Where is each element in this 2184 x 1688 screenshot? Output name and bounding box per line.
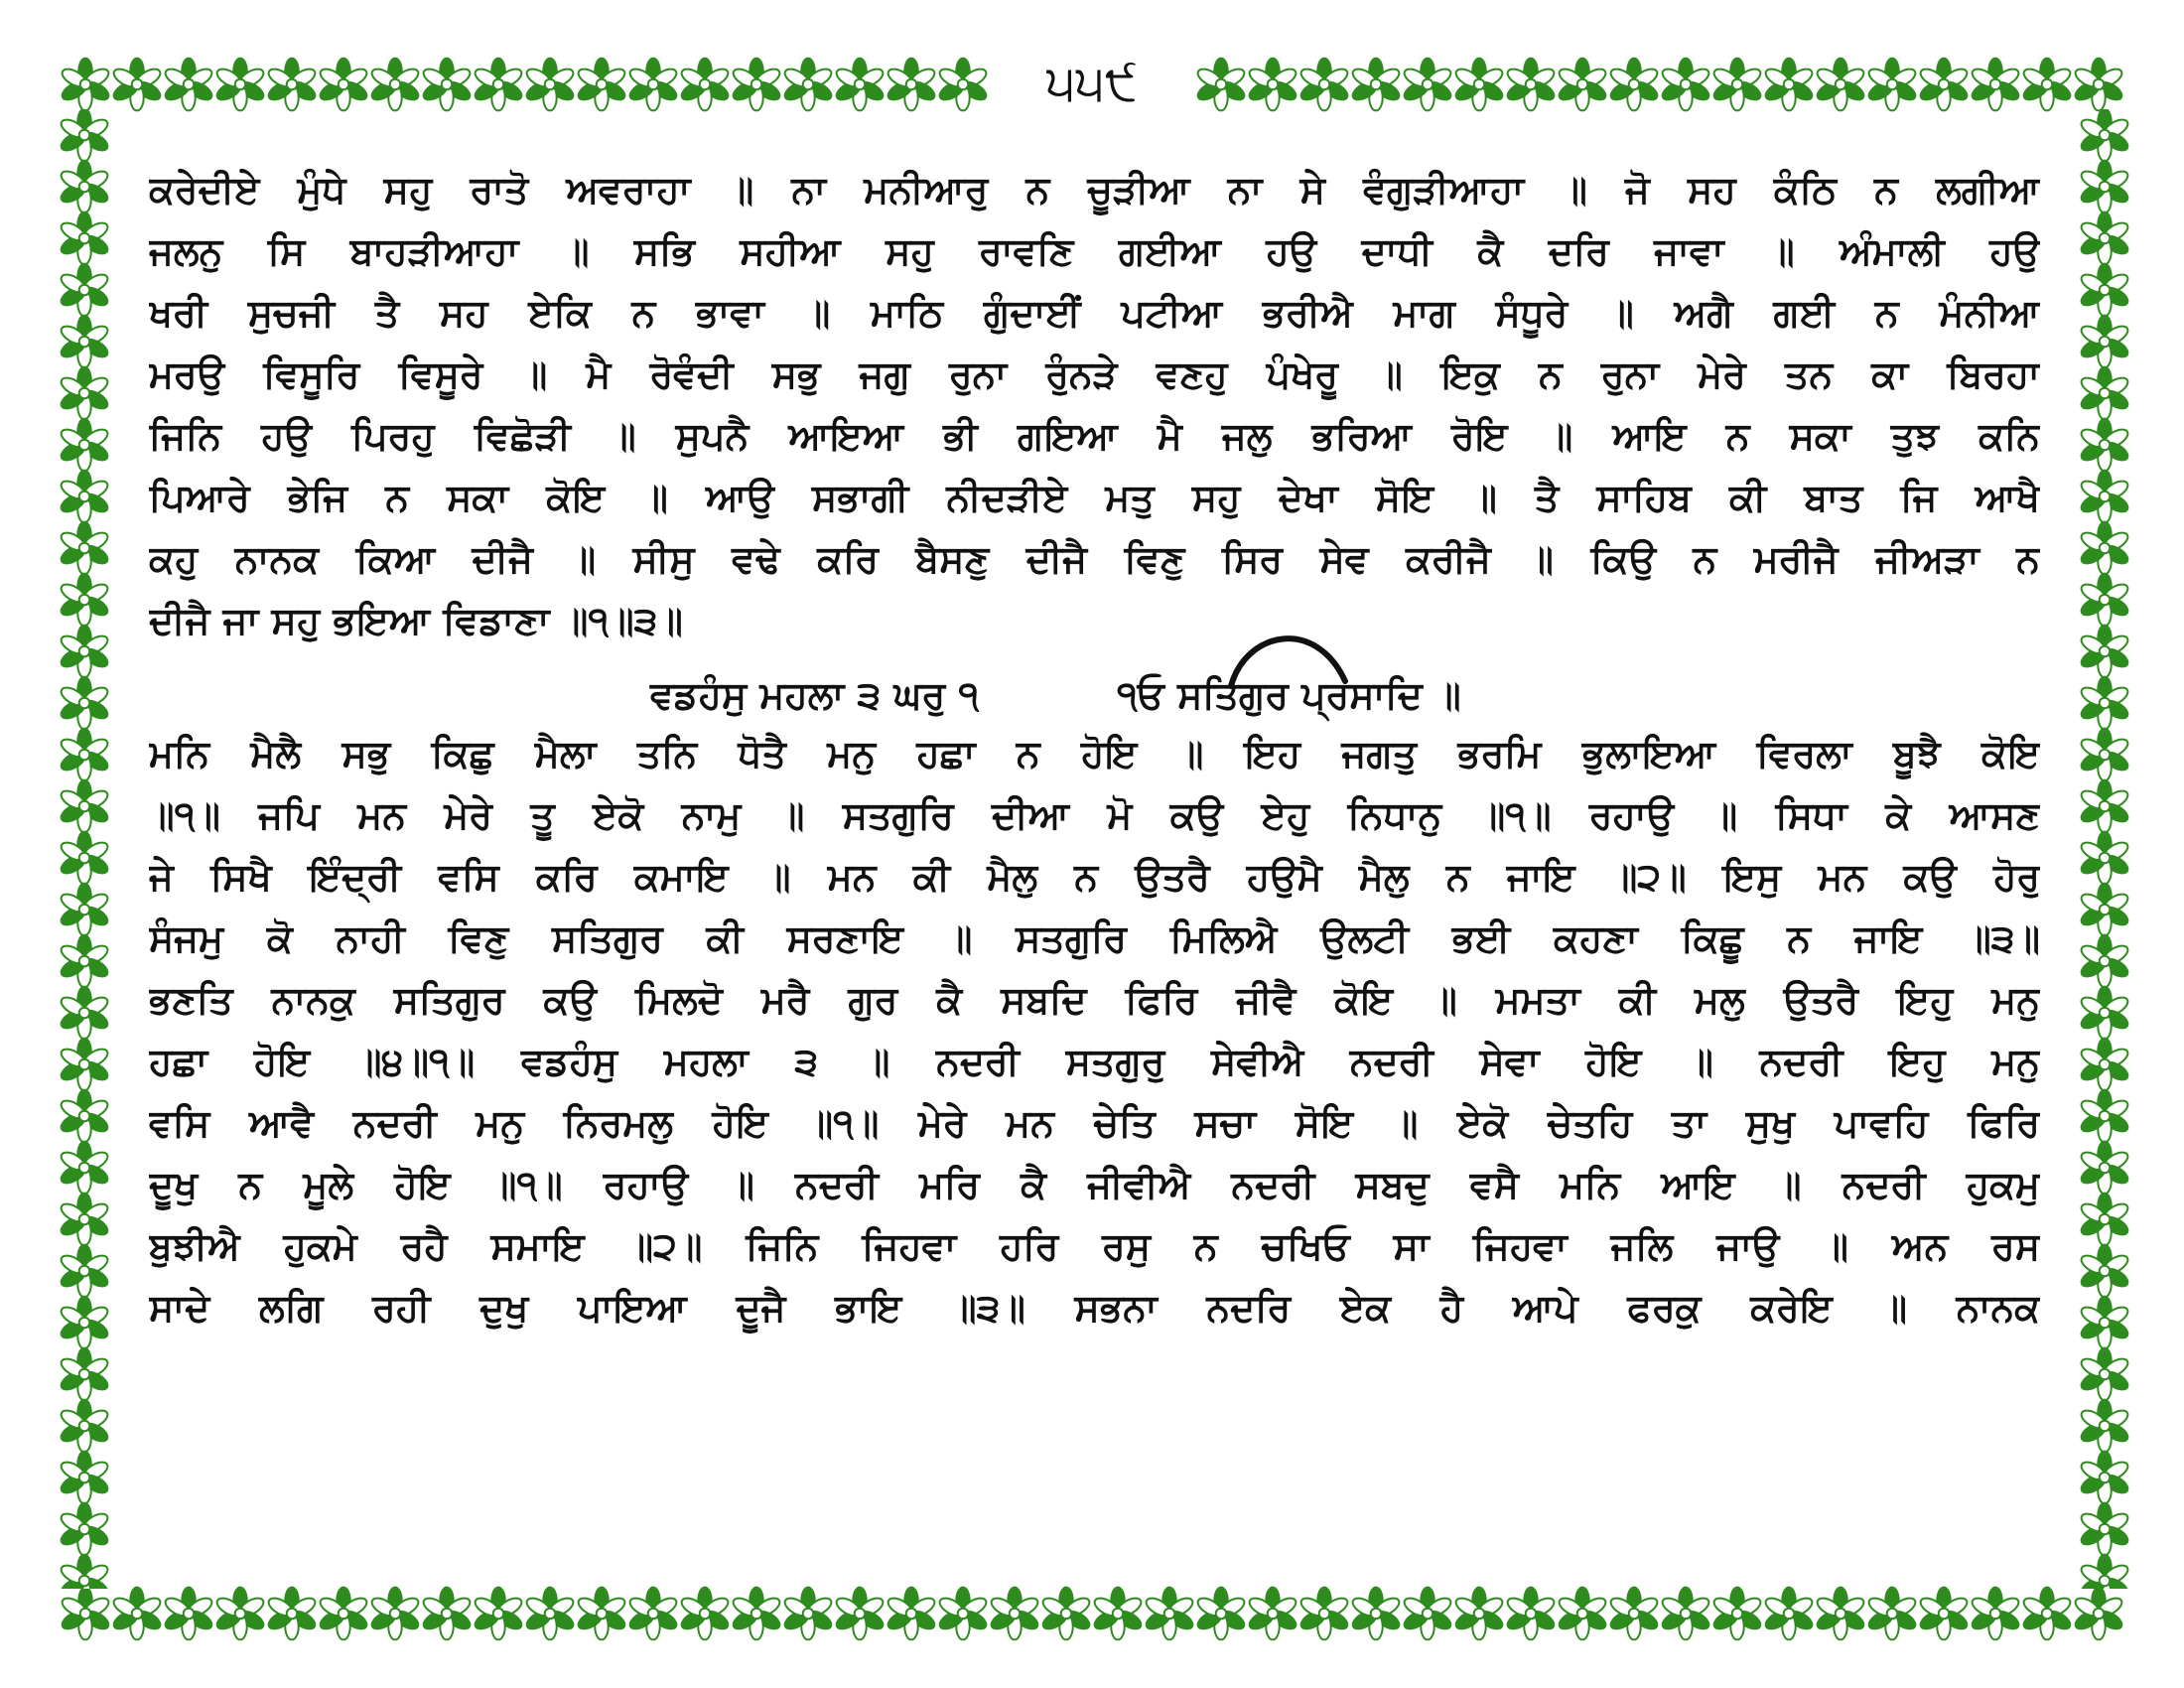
text-line: ਦੀਜੈ ਜਾ ਸਹੁ ਭਇਆ ਵਿਡਾਣਾ ॥੧॥੩॥ (149, 599, 683, 642)
bottom-border (60, 1584, 2124, 1643)
flower-icon (1298, 1588, 1350, 1640)
flower-icon (2079, 1348, 2130, 1401)
flower-icon (2079, 935, 2130, 988)
flower-icon (524, 1588, 576, 1640)
heading-raag: ਵਡਹੰਸੁ ਮਹਲਾ ੩ ਘਰੁ ੧ (650, 673, 980, 717)
flower-icon (627, 1588, 679, 1640)
flower-icon (2079, 1245, 2130, 1298)
flower-icon (2079, 109, 2130, 161)
flower-icon (1763, 59, 1815, 111)
flower-icon (2079, 1194, 2130, 1246)
flower-icon (1144, 1588, 1195, 1640)
flower-icon (1711, 59, 1763, 111)
flower-icon (1453, 59, 1505, 111)
flower-icon (59, 1452, 110, 1504)
flower-icon (2079, 987, 2130, 1040)
flower-icon (2079, 212, 2130, 265)
flower-icon (59, 626, 110, 678)
flower-icon (1092, 1588, 1144, 1640)
scripture-text (149, 159, 2040, 1338)
flower-icon (59, 109, 110, 161)
flower-icon (60, 1584, 2124, 1643)
flower-icon (782, 59, 834, 111)
flower-icon (2079, 1142, 2130, 1195)
flower-icon (59, 987, 110, 1040)
flower-icon (59, 935, 110, 988)
flower-icon (59, 1142, 110, 1195)
flower-icon (834, 1588, 886, 1640)
flower-icon (1970, 1588, 2021, 1640)
flower-icon (59, 1400, 110, 1453)
flower-icon (2079, 264, 2130, 317)
flower-icon (1195, 59, 1247, 111)
flower-icon (59, 522, 110, 575)
flower-icon (1040, 1588, 1092, 1640)
text-line: ਖਰੀ ਸੁਚਜੀ ਤੈ ਸਹ ਏਕਿ ਨ ਭਾਵਾ ॥ ਮਾਠਿ ਗੁੰਦਾਈਂ ਪਟੀਆ ਭਰੀਐ ਮਾਗ ਸੰਧੂਰੇ ॥ ਅਗੈ ਗਈ ਨ ਮੰਨੀਆ (149, 291, 2040, 335)
flower-icon (834, 59, 886, 111)
flower-icon (2079, 1503, 2130, 1556)
flower-icon (627, 59, 679, 111)
flower-icon (679, 1588, 731, 1640)
flower-icon (2079, 367, 2130, 420)
flower-icon (937, 1588, 989, 1640)
flower-icon (59, 1348, 110, 1401)
flower-icon (1505, 1588, 1557, 1640)
flower-icon (1402, 59, 1453, 111)
flower-icon (679, 59, 731, 111)
flower-icon (59, 1090, 110, 1143)
heading-invocation: ੧ਓ ਸਤਿਗੁਰ ਪ੍ਰਸਾਦਿ ॥ (1117, 673, 1461, 717)
flower-icon (59, 1245, 110, 1298)
text-line: ਮਨਿ ਮੈਲੈ ਸਭੁ ਕਿਛੁ ਮੈਲਾ ਤਨਿ ਧੋਤੈ ਮਨੁ ਹਛਾ ਨ ਹੋਇ ॥ ਇਹ ਜਗਤੁ ਭਰਮਿ ਭੁਲਾਇਆ ਵਿਰਲਾ ਬੂਝੈ ਕੋਇ (149, 732, 2040, 775)
flower-icon (266, 59, 318, 111)
flower-icon (1815, 59, 1866, 111)
flower-icon (1918, 59, 1970, 111)
flower-icon (59, 780, 110, 833)
flower-icon (2079, 471, 2130, 523)
flower-icon (1247, 1588, 1298, 1640)
text-line: ਭਣਤਿ ਨਾਨਕੁ ਸਤਿਗੁਰ ਕਉ ਮਿਲਦੋ ਮਰੈ ਗੁਰ ਕੈ ਸਬਦਿ ਫਿਰਿ ਜੀਵੈ ਕੋਇ ॥ ਮਮਤਾ ਕੀ ਮਲੁ ਉਤਰੈ ਇਹੁ ਮਨੁ (149, 978, 2040, 1022)
flower-icon (421, 59, 473, 111)
flower-icon (576, 59, 627, 111)
flower-icon (2021, 59, 2073, 111)
flower-icon (59, 161, 110, 213)
flower-icon (1350, 1588, 1402, 1640)
flower-icon (59, 264, 110, 317)
text-line: ਬੁਝੀਐ ਹੁਕਮੇ ਰਹੈ ਸਮਾਇ ॥੨॥ ਜਿਨਿ ਜਿਹਵਾ ਹਰਿ ਰਸੁ ਨ ਚਖਿਓ ਸਾ ਜਿਹਵਾ ਜਲਿ ਜਾਉ ॥ ਅਨ ਰਸ (149, 1224, 2040, 1268)
text-line: ਜਲਨੁ ਸਿ ਬਾਹੜੀਆਹਾ ॥ ਸਭਿ ਸਹੀਆ ਸਹੁ ਰਾਵਣਿ ਗਈਆ ਹਉ ਦਾਧੀ ਕੈ ਦਰਿ ਜਾਵਾ ॥ ਅੰਮਾਲੀ ਹਉ (149, 229, 2040, 273)
flower-icon (1247, 59, 1298, 111)
flower-icon (1402, 1588, 1453, 1640)
flower-icon (318, 59, 369, 111)
flower-icon (59, 677, 110, 730)
flower-icon (2079, 161, 2130, 213)
text-line: ਦੂਖੁ ਨ ਮੂਲੇ ਹੋਇ ॥੧॥ ਰਹਾਉ ॥ ਨਦਰੀ ਮਰਿ ਕੈ ਜੀਵੀਐ ਨਦਰੀ ਸਬਦੁ ਵਸੈ ਮਨਿ ਆਇ ॥ ਨਦਰੀ ਹੁਕਮੁ (149, 1163, 2040, 1206)
flower-icon (369, 59, 421, 111)
flower-icon (111, 1588, 163, 1640)
flower-icon (2079, 1555, 2130, 1589)
flower-icon (1608, 1588, 1660, 1640)
flower-icon (576, 1588, 627, 1640)
flower-icon (1970, 59, 2021, 111)
flower-icon (59, 471, 110, 523)
flower-icon (1608, 59, 1660, 111)
flower-icon (2075, 109, 2134, 1589)
flower-icon (2079, 626, 2130, 678)
flower-icon (214, 59, 266, 111)
flower-icon (731, 59, 782, 111)
flower-icon (1866, 59, 1918, 111)
flower-icon (60, 1588, 111, 1640)
flower-icon (1866, 1588, 1918, 1640)
text-line: ਜਿਨਿ ਹਉ ਪਿਰਹੁ ਵਿਛੋੜੀ ॥ ਸੁਪਨੈ ਆਇਆ ਭੀ ਗਇਆ ਮੈ ਜਲੁ ਭਰਿਆ ਰੋਇ ॥ ਆਇ ਨ ਸਕਾ ਤੁਝ ਕਨਿ (149, 414, 2040, 458)
flower-icon (266, 1588, 318, 1640)
flower-icon (886, 59, 937, 111)
flower-icon (2079, 316, 2130, 368)
flower-icon (2079, 677, 2130, 730)
flower-icon (59, 729, 110, 781)
flower-icon (2079, 1452, 2130, 1504)
page-number: ੫੫੯ (1032, 48, 1152, 117)
flower-icon (421, 1588, 473, 1640)
flower-icon (59, 1039, 110, 1091)
flower-icon (731, 1588, 782, 1640)
flower-icon (59, 574, 110, 627)
flower-icon (59, 367, 110, 420)
text-line: ਵਸਿ ਆਵੈ ਨਦਰੀ ਮਨੁ ਨਿਰਮਲੁ ਹੋਇ ॥੧॥ ਮੇਰੇ ਮਨ ਚੇਤਿ ਸਚਾ ਸੋਇ ॥ ਏਕੋ ਚੇਤਹਿ ਤਾ ਸੁਖੁ ਪਾਵਹਿ ਫਿਰਿ (149, 1101, 2040, 1145)
flower-icon (524, 59, 576, 111)
flower-icon (2079, 574, 2130, 627)
flower-icon (2079, 729, 2130, 781)
flower-icon (473, 1588, 524, 1640)
flower-icon (473, 59, 524, 111)
flower-icon (1557, 59, 1608, 111)
flower-icon (2073, 1588, 2124, 1640)
left-border (55, 109, 114, 1589)
flower-icon (886, 1588, 937, 1640)
text-line: ਹਛਾ ਹੋਇ ॥੪॥੧॥ ਵਡਹੰਸੁ ਮਹਲਾ ੩ ॥ ਨਦਰੀ ਸਤਗੁਰੁ ਸੇਵੀਐ ਨਦਰੀ ਸੇਵਾ ਹੋਇ ॥ ਨਦਰੀ ਇਹੁ ਮਨੁ (149, 1040, 2040, 1083)
flower-icon (59, 1503, 110, 1556)
flower-icon (1763, 1588, 1815, 1640)
flower-icon (2079, 1400, 2130, 1453)
text-line: ਜੇ ਸਿਖੈ ਇੰਦ੍ਰੀ ਵਸਿ ਕਰਿ ਕਮਾਇ ॥ ਮਨ ਕੀ ਮੈਲੁ ਨ ਉਤਰੈ ਹਉਮੈ ਮੈਲੁ ਨ ਜਾਇ ॥੨॥ ਇਸੁ ਮਨ ਕਉ ਹੋਰੁ (149, 855, 2040, 899)
flower-icon (55, 109, 114, 1589)
section-heading (149, 651, 2040, 723)
flower-icon (59, 316, 110, 368)
flower-icon (163, 59, 214, 111)
flower-icon (2079, 884, 2130, 936)
flower-icon (2021, 1588, 2073, 1640)
flower-icon (989, 1588, 1040, 1640)
flower-icon (214, 1588, 266, 1640)
flower-icon (60, 59, 111, 111)
flower-icon (2079, 419, 2130, 472)
flower-icon (2079, 1090, 2130, 1143)
flower-icon (59, 212, 110, 265)
flower-icon (1815, 1588, 1866, 1640)
right-border (2075, 109, 2134, 1589)
flower-icon (2079, 780, 2130, 833)
flower-icon (2079, 1039, 2130, 1091)
flower-icon (937, 59, 989, 111)
flower-icon (1298, 59, 1350, 111)
text-line: ਸਾਦੇ ਲਗਿ ਰਹੀ ਦੁਖੁ ਪਾਇਆ ਦੂਜੈ ਭਾਇ ॥੩॥ ਸਭਨਾ ਨਦਰਿ ਏਕ ਹੈ ਆਪੇ ਫਰਕੁ ਕਰੇਇ ॥ ਨਾਨਕ (149, 1286, 2040, 1330)
flower-icon (59, 884, 110, 936)
flower-icon (2079, 832, 2130, 885)
text-line: ਕਰੇਦੀਏ ਮੁੰਧੇ ਸਹੁ ਰਾਤੋ ਅਵਰਾਹਾ ॥ ਨਾ ਮਨੀਆਰੁ ਨ ਚੂੜੀਆ ਨਾ ਸੇ ਵੰਗੁੜੀਆਹਾ ॥ ਜੋ ਸਹ ਕੰਠਿ ਨ ਲਗੀਆ (149, 168, 2040, 211)
flower-icon (59, 419, 110, 472)
flower-icon (1660, 59, 1711, 111)
flower-icon (163, 1588, 214, 1640)
flower-icon (2079, 1297, 2130, 1349)
text-line: ਸੰਜਮੁ ਕੋ ਨਾਹੀ ਵਿਣੁ ਸਤਿਗੁਰ ਕੀ ਸਰਣਾਇ ॥ ਸਤਗੁਰਿ ਮਿਲਿਐ ਉਲਟੀ ਭਈ ਕਹਣਾ ਕਿਛੂ ਨ ਜਾਇ ॥੩॥ (149, 916, 2040, 960)
flower-icon (1505, 59, 1557, 111)
flower-icon (2073, 59, 2124, 111)
flower-icon (1918, 1588, 1970, 1640)
flower-icon (1557, 1588, 1608, 1640)
text-line: ॥੧॥ ਜਪਿ ਮਨ ਮੇਰੇ ਤੂ ਏਕੋ ਨਾਮੁ ॥ ਸਤਗੁਰਿ ਦੀਆ ਮੋ ਕਉ ਏਹੁ ਨਿਧਾਨੁ ॥੧॥ ਰਹਾਉ ॥ ਸਿਧਾ ਕੇ ਆਸਣ (149, 793, 2040, 837)
flower-icon (782, 1588, 834, 1640)
flower-icon (59, 1297, 110, 1349)
flower-icon (59, 1555, 110, 1589)
flower-icon (111, 59, 163, 111)
text-line: ਪਿਆਰੇ ਭੇਜਿ ਨ ਸਕਾ ਕੋਇ ॥ ਆਉ ਸਭਾਗੀ ਨੀਦੜੀਏ ਮਤੁ ਸਹੁ ਦੇਖਾ ਸੋਇ ॥ ਤੈ ਸਾਹਿਬ ਕੀ ਬਾਤ ਜਿ ਆਖੈ (149, 476, 2040, 519)
flower-icon (1453, 1588, 1505, 1640)
flower-icon (1195, 1588, 1247, 1640)
text-line: ਕਹੁ ਨਾਨਕ ਕਿਆ ਦੀਜੈ ॥ ਸੀਸੁ ਵਢੇ ਕਰਿ ਬੈਸਣੁ ਦੀਜੈ ਵਿਣੁ ਸਿਰ ਸੇਵ ਕਰੀਜੈ ॥ ਕਿਉ ਨ ਮਰੀਜੈ ਜੀਅੜਾ ਨ (149, 537, 2040, 581)
text-line: ਮਰਉ ਵਿਸੂਰਿ ਵਿਸੂਰੇ ॥ ਮੈ ਰੋਵੰਦੀ ਸਭੁ ਜਗੁ ਰੁਨਾ ਰੁੰਨੜੇ ਵਣਹੁ ਪੰਖੇਰੂ ॥ ਇਕੁ ਨ ਰੁਨਾ ਮੇਰੇ ਤਨ ਕਾ ਬਿਰਹਾ (149, 352, 2040, 396)
flower-icon (1711, 1588, 1763, 1640)
flower-icon (1350, 59, 1402, 111)
flower-icon (369, 1588, 421, 1640)
flower-icon (59, 832, 110, 885)
flower-icon (1660, 1588, 1711, 1640)
flower-icon (318, 1588, 369, 1640)
flower-icon (2079, 522, 2130, 575)
flower-icon (59, 1194, 110, 1246)
